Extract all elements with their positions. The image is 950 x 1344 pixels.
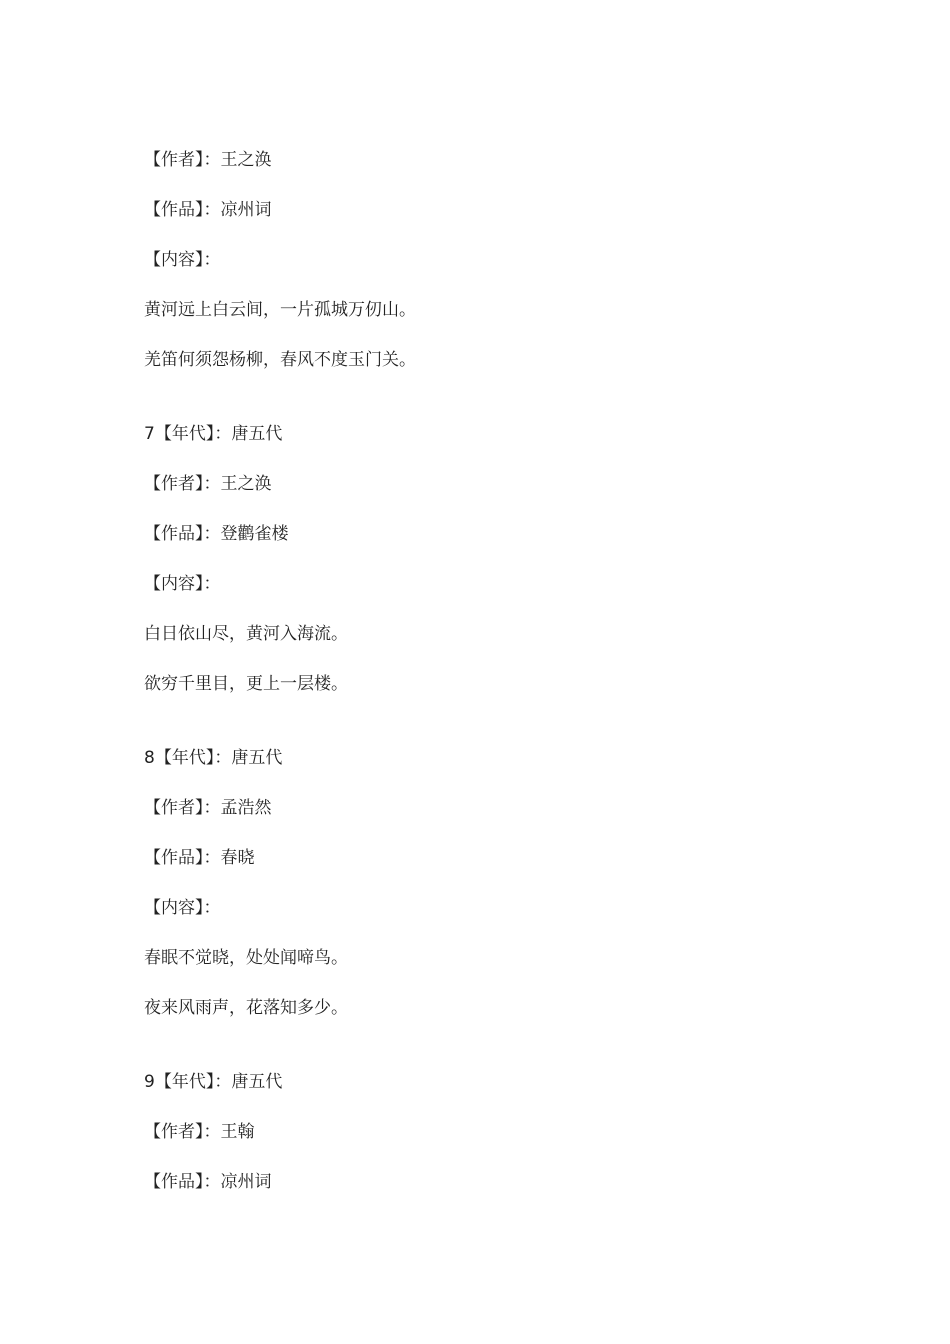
era-line: 9【年代】：唐五代 (144, 1072, 283, 1092)
poem-line: 春眠不觉晓，处处闻啼鸟。 (144, 948, 348, 968)
content-label: 【内容】： (144, 574, 221, 594)
content-label: 【内容】： (144, 898, 221, 918)
content-label: 【内容】： (144, 250, 221, 270)
work-line: 【作品】：登鹳雀楼 (144, 524, 289, 544)
poem-line: 欲穷千里目，更上一层楼。 (144, 674, 348, 694)
author-line: 【作者】：王之涣 (144, 474, 272, 494)
era-line: 7【年代】：唐五代 (144, 424, 283, 444)
work-line: 【作品】：凉州词 (144, 1172, 272, 1192)
poem-line: 夜来风雨声，花落知多少。 (144, 998, 348, 1018)
author-line: 【作者】：王之涣 (144, 150, 272, 170)
work-line: 【作品】：春晓 (144, 848, 255, 868)
poem-line: 黄河远上白云间，一片孤城万仞山。 (144, 300, 416, 320)
author-line: 【作者】：王翰 (144, 1122, 255, 1142)
author-line: 【作者】：孟浩然 (144, 798, 272, 818)
era-line: 8【年代】：唐五代 (144, 748, 283, 768)
poem-line: 白日依山尽，黄河入海流。 (144, 624, 348, 644)
poem-line: 羌笛何须怨杨柳，春风不度玉门关。 (144, 350, 416, 370)
work-line: 【作品】：凉州词 (144, 200, 272, 220)
